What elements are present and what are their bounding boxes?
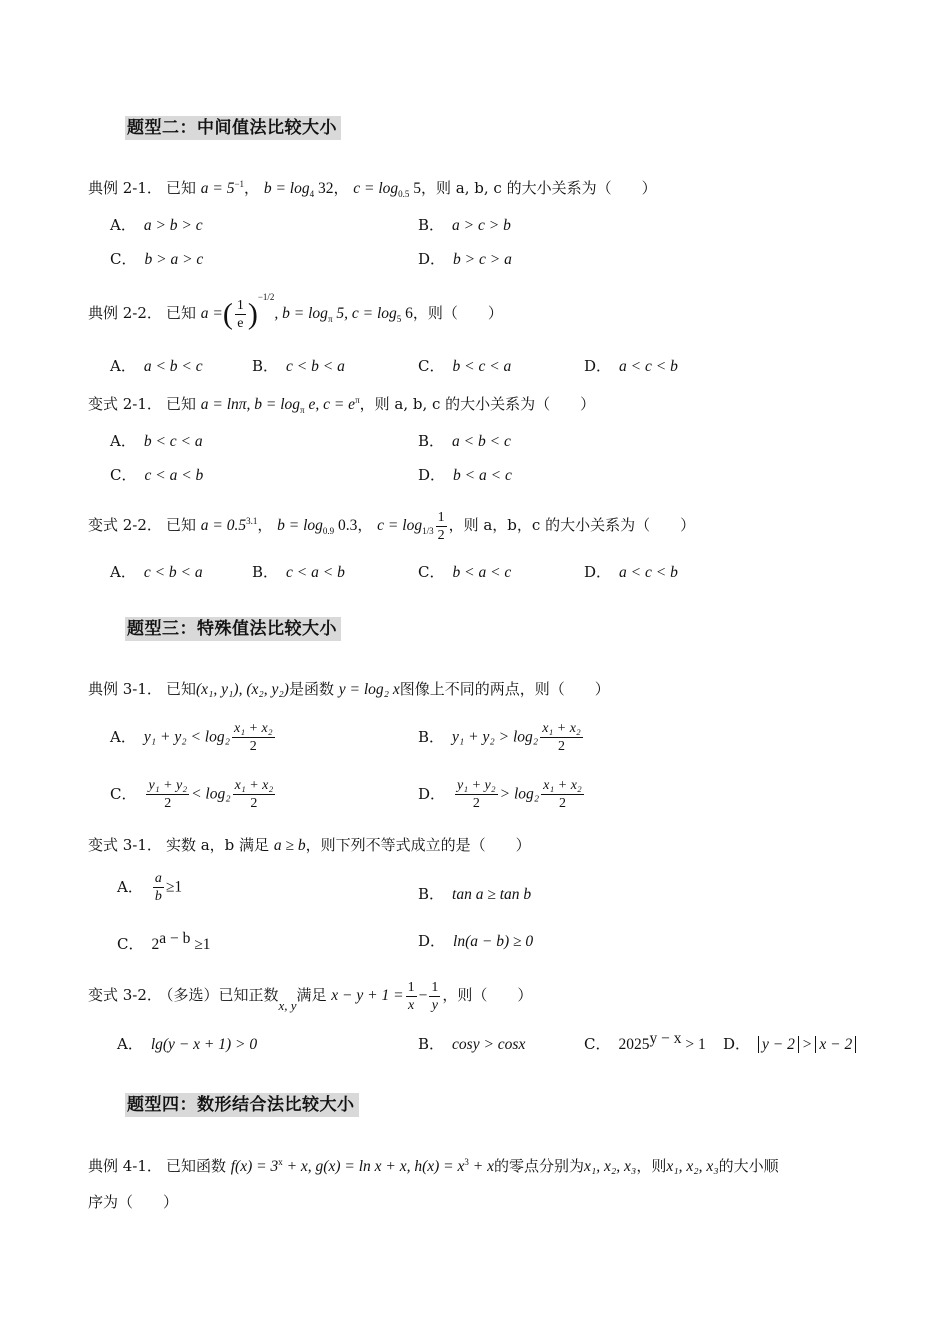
question-label: 变式 3-2．	[88, 986, 162, 1004]
variant-3-1	[88, 833, 531, 858]
frac-numerator: x₁ + x₂	[543, 778, 582, 793]
option-label: A．	[117, 877, 143, 896]
math-sub: 4	[309, 189, 315, 200]
option-c[interactable]	[418, 354, 511, 379]
math-b: b = log	[263, 180, 310, 197]
option-label: C．	[418, 563, 445, 581]
option-expr: c < a < b	[144, 467, 204, 484]
option-d[interactable]	[584, 354, 678, 379]
math-expr: x − y + 1 =	[331, 987, 404, 1004]
frac-numerator: y₁ + y₂	[148, 778, 188, 793]
option-label: A．	[110, 216, 136, 234]
question-2-2	[88, 293, 503, 334]
option-label: D．	[418, 932, 446, 950]
frac-numerator: 1	[431, 979, 439, 995]
option-expr: b < a < c	[453, 467, 512, 484]
math-c: 5, c = log	[332, 305, 397, 322]
variant-2-2: 变式 2-2． 已知 $a = 0.5^{3.1}$， $b = \log_{0.9} 0.3$， $c = \log_{1/3}$ $\frac{1}{2}$ ，则 a，b，c 的大小关系为（ ）	[88, 509, 696, 543]
question-text: ，则 a, b, c 的大小关系为（ ）	[359, 395, 596, 413]
fraction	[232, 720, 275, 755]
math-a: a = 5	[200, 180, 235, 197]
option-expr: a < b < c	[143, 358, 203, 375]
option-c[interactable]	[110, 247, 203, 272]
option-label: C．	[110, 466, 137, 484]
option-label: B．	[418, 1035, 445, 1053]
option-expr: b > a > c	[144, 251, 204, 268]
option-label: D．	[418, 784, 446, 803]
math-op: >	[798, 1036, 816, 1053]
question-3-1	[88, 677, 610, 702]
math-expr: e, c = e	[304, 396, 356, 413]
question-4-1-line2: 序为（ ）	[88, 1193, 179, 1211]
option-label: D．	[584, 563, 612, 581]
option-label: A．	[110, 563, 136, 581]
question-text: 已知	[165, 304, 196, 322]
math-sub: π	[327, 314, 333, 325]
option-expr: ≥1	[190, 936, 211, 953]
question-label: 变式 2-2．	[88, 516, 162, 534]
option-expr: a > b > c	[143, 217, 203, 234]
option-label: B．	[418, 727, 445, 746]
question-label: 典例 2-2．	[88, 304, 162, 322]
frac-denominator: y	[431, 997, 438, 1013]
section-heading-4: 题型四：数形结合法比较大小	[125, 1093, 359, 1117]
fraction	[436, 509, 447, 544]
question-label: 典例 2-1．	[88, 179, 162, 197]
frac-denominator: 2	[249, 739, 257, 754]
option-expr: 2025	[618, 1036, 650, 1053]
fraction	[235, 297, 246, 332]
option-b[interactable]	[418, 1032, 525, 1057]
question-label: 变式 2-1．	[88, 395, 162, 413]
option-c[interactable]	[110, 777, 277, 812]
question-label: 典例 3-1．	[88, 680, 162, 698]
math-c: c = log	[353, 180, 399, 197]
frac-denominator: 2	[437, 527, 445, 543]
option-label: D．	[418, 250, 446, 268]
frac-denominator: b	[154, 889, 162, 904]
option-d[interactable]	[723, 1032, 856, 1057]
option-expr: b < c < a	[143, 433, 203, 450]
frac-denominator: 2	[164, 796, 172, 811]
section-heading-2: 题型二：中间值法比较大小	[125, 116, 341, 140]
math-sub: 5	[396, 314, 402, 325]
math-sup: a − b	[159, 930, 191, 947]
question-text: ，则 a, b, c 的大小关系为（ ）	[421, 179, 657, 197]
option-expr: c < b < a	[143, 564, 203, 581]
math-sup: 3.1	[246, 515, 258, 526]
question-text: 的大小顺	[718, 1157, 779, 1175]
math-b: b = log	[277, 517, 323, 534]
frac-denominator: 2	[557, 739, 565, 754]
option-label: C．	[110, 784, 137, 803]
math-tail: 32	[314, 180, 334, 197]
math-a: a = 0.5	[200, 517, 247, 534]
option-label: A．	[117, 1035, 143, 1053]
option-label: B．	[418, 885, 445, 903]
frac-denominator: 2	[472, 796, 480, 811]
option-a[interactable]	[110, 560, 203, 585]
question-text: 的零点分别为	[494, 1157, 585, 1175]
math-b: , b = log	[274, 305, 328, 322]
option-label: B．	[418, 432, 445, 450]
paren-left: (	[222, 297, 233, 331]
frac-numerator: y₁ + y₂	[457, 778, 496, 793]
option-expr: y₁ + y₂ < log₂	[143, 728, 230, 746]
math-zeros: x₁, x₂, x₃	[584, 1158, 637, 1175]
option-a[interactable]	[110, 213, 203, 238]
math-expr: a = lnπ, b = log	[200, 396, 301, 413]
question-text: ，则下列不等式成立的是（ ）	[305, 836, 531, 854]
math-expr: f(x) = 3	[230, 1158, 279, 1175]
math-vars: x, y	[278, 998, 297, 1013]
option-expr: b < c < a	[452, 358, 512, 375]
option-label: B．	[418, 216, 445, 234]
frac-denominator: e	[237, 315, 244, 331]
option-label: A．	[110, 357, 136, 375]
question-2-1: 典例 2-1． 已知 $a = 5^{-1}$， $b = \log_4 32$， $c = \log_{0.5} 5$，则 a, b, c 的大小关系为（ ）	[88, 178, 657, 200]
question-text: 已知	[165, 395, 196, 413]
math-points: (x₁, y₁), (x₂, y₂)	[195, 681, 289, 698]
math-cond: a ≥ b	[273, 837, 306, 854]
option-label: B．	[252, 357, 279, 375]
option-b[interactable]	[418, 720, 585, 755]
option-d[interactable]	[418, 929, 533, 954]
math-tail: 0.3	[334, 517, 358, 534]
option-expr: ≥1	[165, 878, 183, 896]
option-a[interactable]	[110, 429, 203, 454]
question-text: ，则（ ）	[412, 304, 503, 322]
question-text: ，则 a，b，c 的大小关系为（ ）	[448, 516, 696, 534]
option-c[interactable]	[584, 1032, 706, 1057]
section-heading-3: 题型三：特殊值法比较大小	[125, 617, 341, 641]
question-text: 图像上不同的两点，则（ ）	[399, 680, 610, 698]
question-text: 已知函数	[165, 1157, 226, 1175]
frac-numerator: 1	[437, 509, 445, 525]
option-expr: c < a < b	[286, 564, 345, 581]
option-d[interactable]	[418, 247, 512, 272]
option-a[interactable]	[110, 720, 277, 755]
option-a[interactable]	[110, 354, 203, 379]
option-a[interactable]	[117, 1032, 257, 1057]
option-expr: a < b < c	[452, 433, 511, 450]
frac-denominator: 2	[250, 796, 258, 811]
question-text: ，则	[636, 1157, 667, 1175]
math-sub: 0.5	[398, 189, 410, 200]
fraction	[153, 870, 164, 905]
variant-3-2	[88, 975, 532, 1026]
frac-denominator: 2	[558, 796, 566, 811]
math-sup: y − x	[649, 1030, 682, 1047]
math-a: a =	[200, 305, 223, 322]
option-label: C．	[117, 935, 144, 953]
option-expr: a > c > b	[452, 217, 511, 234]
math-sup: −1/2	[257, 292, 275, 302]
question-text: 已知	[165, 179, 196, 197]
math-sub: 1/3	[422, 526, 434, 537]
option-b[interactable]	[418, 213, 511, 238]
option-expr: a < c < b	[619, 564, 678, 581]
question-text: 是函数	[288, 680, 334, 698]
option-expr: < log₂	[191, 785, 231, 803]
question-text: 实数 a，b 满足	[165, 836, 270, 854]
option-c[interactable]	[117, 932, 211, 957]
option-label: B．	[252, 563, 279, 581]
question-text: 已知	[165, 516, 196, 534]
question-text: 已知	[165, 680, 196, 698]
option-a[interactable]	[117, 870, 182, 905]
question-4-1	[88, 1154, 779, 1179]
option-label: C．	[418, 357, 445, 375]
option-expr: b < a < c	[452, 564, 512, 581]
math-sup: 3	[464, 1156, 469, 1167]
option-expr: y − 2	[758, 1036, 799, 1053]
math-op: −	[418, 987, 428, 1004]
paren-right: )	[247, 297, 258, 331]
frac-denominator: x	[407, 997, 415, 1013]
option-b[interactable]	[252, 354, 345, 379]
variant-2-1	[88, 392, 595, 417]
option-expr: b > c > a	[453, 251, 512, 268]
option-d[interactable]	[418, 463, 512, 488]
fraction	[541, 777, 584, 812]
option-expr: tan a ≥ tan b	[452, 886, 532, 903]
option-expr: 2	[151, 936, 160, 953]
option-expr: ln(a − b) ≥ 0	[453, 933, 534, 950]
question-text: ，则（ ）	[442, 986, 533, 1004]
frac-numerator: 1	[407, 979, 415, 995]
option-expr: y₁ + y₂ > log₂	[452, 728, 539, 746]
option-expr: c < b < a	[286, 358, 345, 375]
math-sup: x	[278, 1156, 283, 1167]
fraction	[455, 777, 498, 812]
option-label: D．	[723, 1035, 751, 1053]
option-expr: > 1	[681, 1036, 706, 1053]
option-expr: > log₂	[499, 785, 540, 803]
option-label: D．	[584, 357, 612, 375]
option-label: A．	[110, 727, 136, 746]
fraction	[146, 777, 189, 812]
math-sub: 0.9	[322, 526, 335, 537]
option-expr: a < c < b	[619, 358, 678, 375]
fraction	[429, 979, 440, 1014]
math-zeros: x₁, x₂, x₃	[666, 1158, 719, 1175]
option-b[interactable]	[418, 429, 511, 454]
math-sup: −1	[234, 178, 245, 189]
math-tail: 5	[409, 180, 422, 197]
option-b[interactable]	[252, 560, 345, 585]
math-c: c = log	[377, 517, 423, 534]
option-expr: cosy > cosx	[452, 1036, 526, 1053]
math-func: y = log₂ x	[338, 681, 400, 698]
option-d[interactable]	[584, 560, 678, 585]
option-expr: x − 2	[815, 1036, 856, 1053]
question-label: 典例 4-1．	[88, 1157, 162, 1175]
option-label: C．	[584, 1035, 611, 1053]
math-sup: π	[355, 394, 360, 405]
option-expr: lg(y − x + 1) > 0	[150, 1036, 258, 1053]
option-d[interactable]	[418, 777, 586, 812]
math-expr: + x	[468, 1158, 494, 1175]
math-tail: 6	[401, 305, 413, 322]
option-c[interactable]	[110, 463, 203, 488]
option-c[interactable]	[418, 560, 511, 585]
math-sub: π	[300, 405, 305, 416]
math-expr: + x, g(x) = ln x + x, h(x) = x	[282, 1158, 465, 1175]
option-label: A．	[110, 432, 136, 450]
fraction	[406, 979, 417, 1014]
frac-numerator: a	[154, 871, 162, 886]
frac-numerator: x₁ + x₂	[542, 721, 581, 736]
question-text: 满足	[296, 986, 327, 1004]
frac-numerator: 1	[236, 297, 244, 313]
fraction	[233, 777, 276, 812]
option-label: D．	[418, 466, 446, 484]
question-label: 变式 3-1．	[88, 836, 162, 854]
fraction	[540, 720, 583, 755]
frac-numerator: x₁ + x₂	[234, 721, 273, 736]
option-b[interactable]	[418, 882, 531, 907]
option-label: C．	[110, 250, 137, 268]
frac-numerator: x₁ + x₂	[234, 778, 274, 793]
question-text: （多选）已知正数	[165, 986, 279, 1004]
